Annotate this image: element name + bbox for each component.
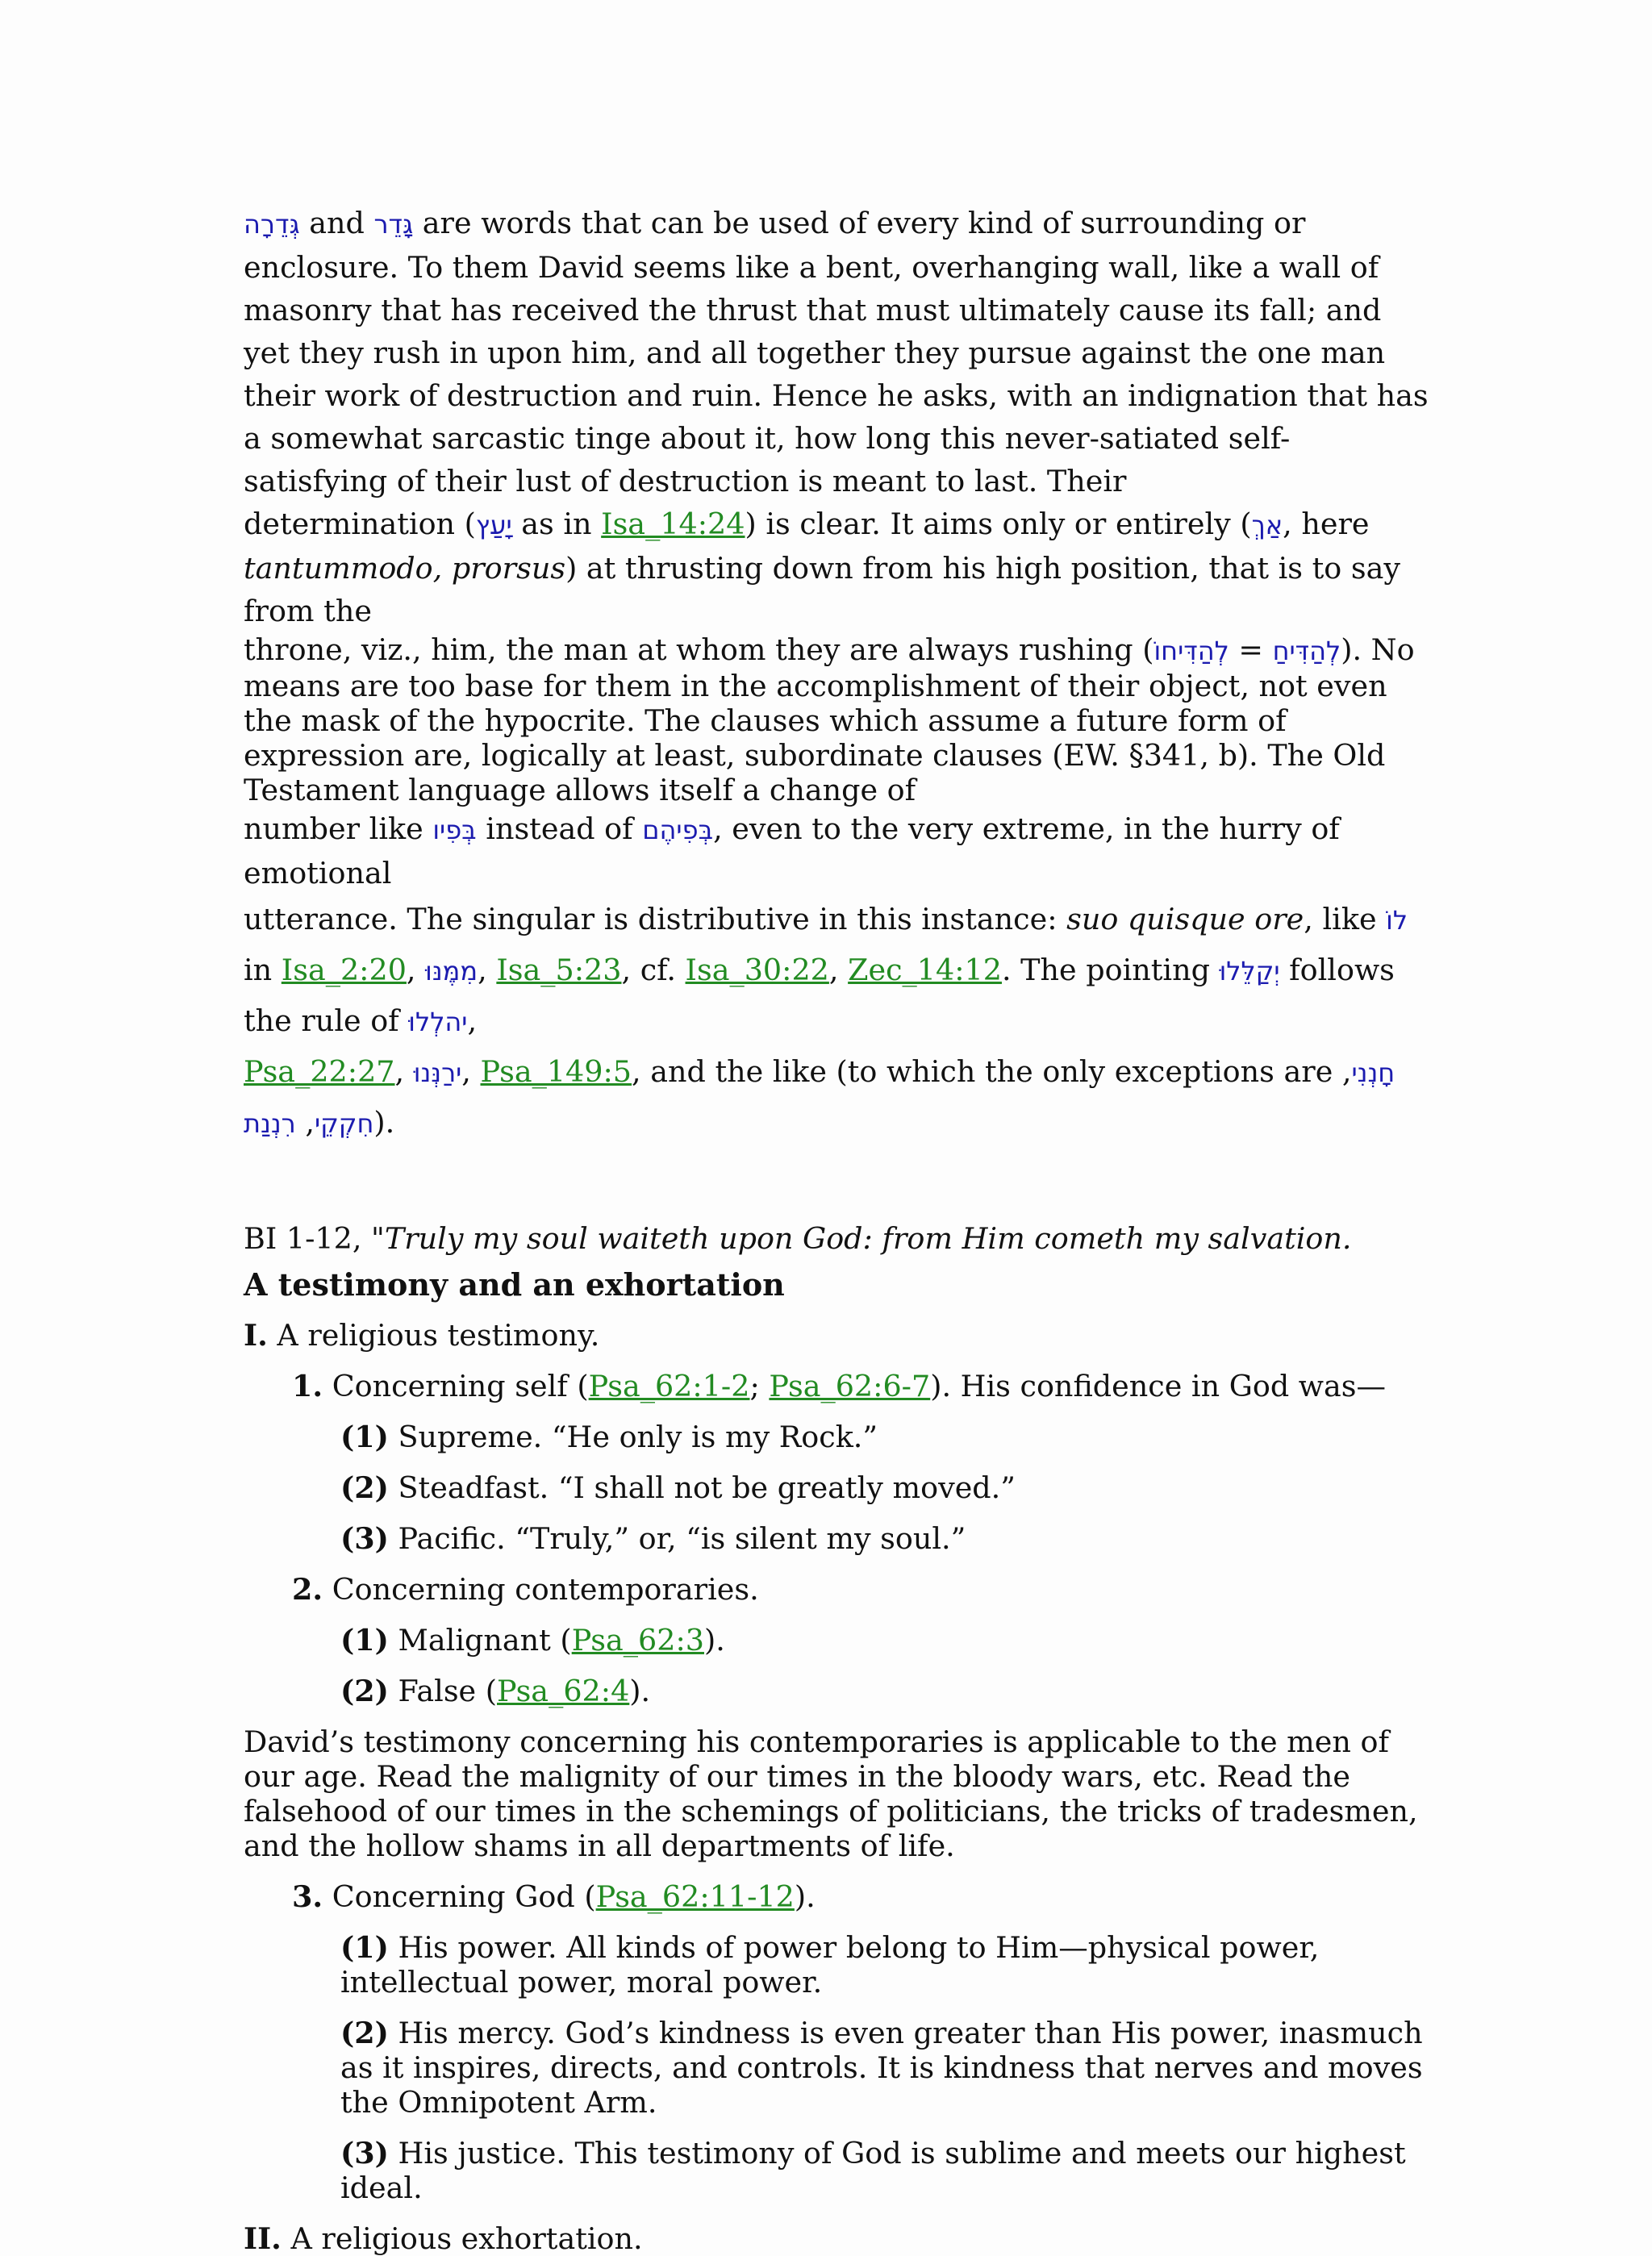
outline-number: (3) [340,2136,389,2171]
text: Steadfast. “I shall not be greatly moved.” [388,1470,1016,1505]
hebrew-word: רִנְנַת [244,1108,296,1139]
scripture-link[interactable]: Psa_62:4 [497,1674,630,1708]
commentary-para-2 [244,502,1429,632]
text: throne, viz., him, the man at whom they are always rushing ( [244,632,1154,667]
hebrew-word: אַךְ [1251,510,1283,540]
outline-number: I. [244,1318,268,1353]
text: determination ( [244,507,476,541]
text: ). His confidence in God was— [930,1369,1387,1403]
scripture-link[interactable]: Psa_62:1-2 [588,1369,750,1403]
commentary-para-1 [244,202,1429,502]
outline-number: 1. [292,1369,323,1403]
text: ). [703,1623,725,1658]
hebrew-word: מִמֶּנּוּ [425,956,478,986]
text: Concerning God ( [323,1879,596,1914]
text: BI 1-12, " [244,1221,385,1256]
outline-item-1-1 [244,1420,1429,1454]
text: , like [1304,902,1387,936]
outline-number: 2. [292,1572,323,1607]
text: ). [629,1674,651,1708]
text: , [461,1054,481,1089]
outline-item-1-2 [244,1470,1429,1505]
hebrew-word: גָּדֵר [373,209,414,240]
outline-number: 3. [292,1879,323,1914]
text: and [299,206,374,240]
scripture-link[interactable]: Psa_62:6-7 [769,1369,931,1403]
outline-paragraph: David’s testimony concerning his contemporaries is applicable to the men of our age. Read the malignity of our times in the bloody wars, etc. Read the falsehood of our times in the schemings of politicians, the tricks of tradesmen, and the hollow shams in all departments of life. [244,1724,1418,1863]
text: , and the like (to which the only exceptions are [632,1054,1342,1089]
outline-number: (2) [340,1674,389,1708]
text: A religious exhortation. [281,2221,643,2256]
text: ). [373,1105,395,1140]
outline-item-3-3 [244,2136,1429,2205]
outline-number: II. [244,2221,282,2256]
outline-item-2 [244,1572,1429,1607]
latin-phrase: tantummodo, prorsus [244,551,566,586]
outline-item-2-2 [244,1674,1429,1708]
text: , cf. [621,953,686,987]
text: ) is clear. It aims only or entirely ( [745,507,1252,541]
text: number like [244,811,433,846]
scripture-link[interactable]: Isa_2:20 [281,953,407,987]
scripture-link[interactable]: Zec_14:12 [848,953,1002,987]
outline-number: (3) [340,1521,389,1556]
text: , [1341,1054,1352,1089]
text: ; [749,1369,770,1403]
text: Supreme. “He only is my Rock.” [388,1420,878,1454]
hebrew-word: בְּפִיהֶם [642,815,714,845]
outline-item-I [244,1318,1429,1353]
text: instead of [476,811,643,846]
hebrew-word: יָעַץ [475,510,512,540]
outline-number: (2) [340,2016,389,2050]
hebrew-word: חִקְקֵי [314,1108,374,1139]
outline-number: (1) [340,1420,389,1454]
latin-phrase: suo quisque ore [1066,902,1304,936]
hebrew-word: יהלְלוּ [408,1007,468,1037]
text: , [478,953,497,987]
text: , [467,1003,478,1038]
text: His justice. This testimony of God is sublime and meets our highest ideal. [340,2136,1406,2205]
text: , [828,953,849,987]
outline-number: (2) [340,1470,389,1505]
text: Pacific. “Truly,” or, “is silent my soul.” [388,1521,966,1556]
bi-quote-line [244,1221,1429,1256]
text: , even to the very extreme, in the hurry of emotional [244,811,1340,890]
outline-item-3-2 [244,2016,1429,2120]
outline-item-1-3 [244,1521,1429,1556]
text: His mercy. God’s kindness is even greater than His power, inasmuch as it inspires, directs, and controls. It is kindness that nerves and moves the Omnipotent Arm. [340,2016,1423,2120]
hebrew-word: ירַנְּנוּ [413,1057,462,1088]
outline-item-II [244,2221,1429,2256]
text: in [244,953,282,987]
hebrew-word: חָנְנִי [1351,1057,1395,1088]
bi-quote: Truly my soul waiteth upon God: from Him cometh my salvation. [384,1221,1352,1256]
commentary-para-6 [244,1047,1429,1149]
outline-item-3 [244,1879,1429,1914]
text: His power. All kinds of power belong to Him—physical power, intellectual power, moral power. [340,1930,1320,2000]
text: ) at thrusting down from his high position, that is to say from the [244,551,1400,628]
scripture-link[interactable]: Psa_62:11-12 [595,1879,795,1914]
text: , [394,1054,414,1089]
text: Malignant ( [388,1623,572,1658]
commentary-para-3 [244,632,1429,807]
text: ). No means are too base for them in the accomplishment of their object, not even the mask of the hypocrite. The clauses which assume a future form of expression are, logically at least, subordinate clauses (EW. §341, b). The Old Testament language allows itself a change of [244,632,1415,807]
text: Concerning self ( [323,1369,589,1403]
text: Concerning contemporaries. [323,1572,759,1607]
text: = [1229,632,1273,667]
outline-number: (1) [340,1930,389,1965]
scripture-link[interactable]: Psa_62:3 [571,1623,704,1658]
scripture-link[interactable]: Isa_30:22 [685,953,829,987]
text: , [295,1105,315,1140]
commentary-para-4 [244,807,1429,894]
outline-number: (1) [340,1623,389,1658]
scripture-link[interactable]: Psa_149:5 [480,1054,632,1089]
hebrew-word: לְהַדִּיחַ [1272,636,1341,666]
outline-heading: A testimony and an exhortation [244,1266,785,1303]
text: follows the rule of [244,953,1395,1038]
text: ). [794,1879,816,1914]
commentary-para-5 [244,894,1429,1047]
scripture-link[interactable]: Isa_14:24 [601,507,745,541]
outline-item-1 [244,1369,1429,1403]
text: . The pointing [1001,953,1220,987]
text: as in [511,507,602,541]
text: are words that can be used of every kind of surrounding or enclosure. To them David seems like a bent, overhanging wall, like a wall of masonry that has received the thrust that must ultimately cause its fall; and yet they rush in upon him, and all together they pursue against the one man their work of destruction and ruin. Hence he asks, with an indignation that has a somewhat sarcastic tinge about it, how long this never-satiated self-satisfying of their lust of destruction is meant to last. Their [244,206,1429,498]
text: , here [1283,507,1370,541]
outline-item-3-1 [244,1930,1429,2000]
outline-item-2-1 [244,1623,1429,1658]
scripture-link[interactable]: Isa_5:23 [496,953,622,987]
hebrew-word: לוֹ [1386,905,1408,936]
hebrew-word: גְּדֵרָה [244,209,300,240]
scripture-link[interactable]: Psa_22:27 [244,1054,395,1089]
text: , [406,953,426,987]
text: False ( [388,1674,497,1708]
text: A religious testimony. [267,1318,600,1353]
hebrew-word: לְהַדִּיחוֹ [1153,636,1229,666]
text: utterance. The singular is distributive in this instance: [244,902,1067,936]
hebrew-word: יְקַלֵּלוּ [1219,956,1280,986]
hebrew-word: בְּפִיו [432,815,477,845]
content [244,202,1429,2256]
